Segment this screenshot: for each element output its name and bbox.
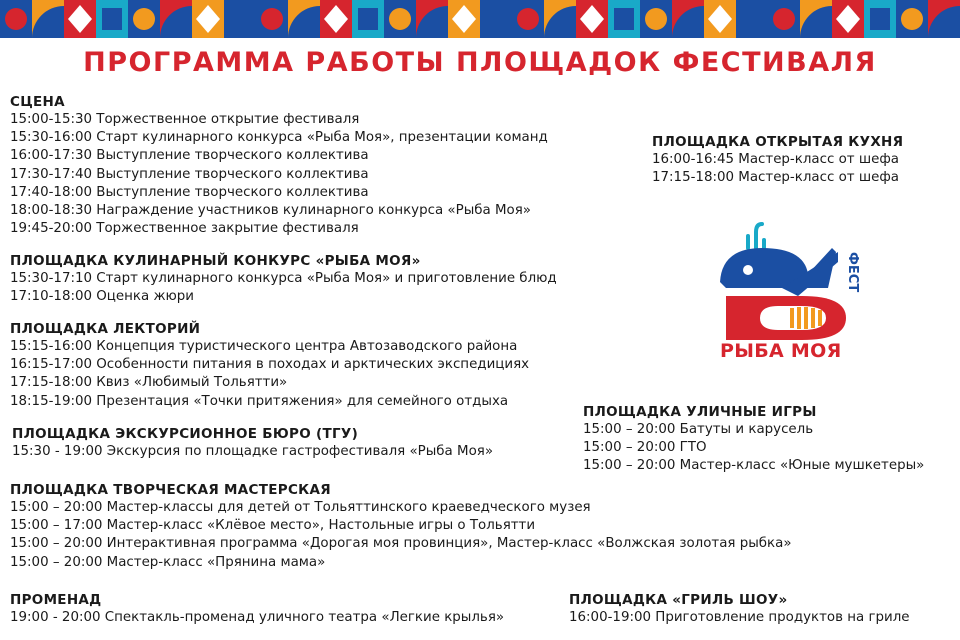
schedule-item: 16:00-19:00 Приготовление продуктов на гриле bbox=[569, 610, 910, 625]
schedule-item: 15:00-15:30 Торжественное открытие фестиваля bbox=[10, 112, 360, 127]
section-heading: ПЛОЩАДКА УЛИЧНЫЕ ИГРЫ bbox=[583, 404, 817, 420]
section-grill bbox=[569, 591, 910, 627]
section-heading: ПРОМЕНАД bbox=[10, 592, 102, 608]
section-lectures bbox=[10, 320, 529, 411]
schedule-item: 16:00-17:30 Выступление творческого коллектива bbox=[10, 148, 369, 164]
schedule-list bbox=[10, 270, 557, 306]
section-heading: ПЛОЩАДКА ОТКРЫТАЯ КУХНЯ bbox=[652, 134, 904, 150]
section-promenade bbox=[10, 591, 504, 627]
schedule-item: 18:15-19:00 Презентация «Точки притяжения» для семейного отдыха bbox=[10, 393, 509, 409]
schedule-item: 15:00 – 20:00 Батуты и карусель bbox=[583, 422, 814, 437]
schedule-item: 15:00 – 20:00 Мастер-классы для детей от Тольяттинского краеведческого музея bbox=[10, 500, 591, 515]
logo-name: РЫБА МОЯ bbox=[720, 340, 842, 362]
section-heading: ПЛОЩАДКА КУЛИНАРНЫЙ КОНКУРС «РЫБА МОЯ» bbox=[10, 253, 421, 269]
section-street-games bbox=[583, 403, 924, 476]
section-excursion bbox=[12, 425, 493, 461]
schedule-list bbox=[10, 499, 792, 572]
decorative-banner bbox=[0, 0, 960, 38]
fountain-icon bbox=[748, 224, 764, 248]
schedule-item: 15:30 - 19:00 Экскурсия по площадке гастрофестиваля «Рыба Моя» bbox=[12, 444, 494, 459]
section-heading: ПЛОЩАДКА ЭКСКУРСИОННОЕ БЮРО (ТГУ) bbox=[12, 426, 359, 442]
schedule-item: 17:30-17:40 Выступление творческого коллектива bbox=[10, 166, 369, 182]
schedule-item: 17:15-18:00 Мастер-класс от шефа bbox=[652, 170, 899, 186]
banner-pattern bbox=[0, 0, 960, 38]
schedule-item: 16:00-16:45 Мастер-класс от шефа bbox=[652, 152, 899, 167]
schedule-item: 15:15-16:00 Концепция туристического центра Автозаводского района bbox=[10, 339, 518, 354]
page-title: ПРОГРАММА РАБОТЫ ПЛОЩАДОК ФЕСТИВАЛЯ bbox=[83, 47, 877, 78]
section-heading: ПЛОЩАДКА ЛЕКТОРИЙ bbox=[10, 321, 201, 337]
schedule-item: 16:15-17:00 Особенности питания в походах и арктических экспедициях bbox=[10, 357, 530, 373]
schedule-item: 19:45-20:00 Торжественное закрытие фестиваля bbox=[10, 221, 359, 237]
schedule-list bbox=[10, 609, 504, 627]
schedule-item: 15:30-17:10 Старт кулинарного конкурса «Рыба Моя» и приготовление блюд bbox=[10, 271, 557, 286]
section-scene bbox=[10, 93, 548, 238]
logo-fest-label: ФЕСТ bbox=[845, 252, 860, 293]
schedule-list bbox=[583, 421, 924, 476]
section-workshop bbox=[10, 481, 792, 572]
schedule-item: 18:00-18:30 Награждение участников кулинарного конкурса «Рыба Моя» bbox=[10, 203, 531, 219]
schedule-item: 15:30-16:00 Старт кулинарного конкурса «Рыба Моя», презентации команд bbox=[10, 130, 548, 146]
section-culinary bbox=[10, 252, 557, 306]
schedule-item: 15:00 – 20:00 Мастер-класс «Прянина мама» bbox=[10, 554, 326, 570]
section-heading: ПЛОЩАДКА ТВОРЧЕСКАЯ МАСТЕРСКАЯ bbox=[10, 482, 331, 498]
schedule-list bbox=[652, 151, 903, 187]
section-heading: СЦЕНА bbox=[10, 94, 65, 110]
schedule-item: 19:00 - 20:00 Спектакль-променад уличного театра «Легкие крылья» bbox=[10, 610, 505, 625]
schedule-list bbox=[10, 338, 529, 411]
section-heading: ПЛОЩАДКА «ГРИЛЬ ШОУ» bbox=[569, 592, 788, 608]
section-kitchen bbox=[652, 133, 903, 187]
schedule-item: 17:10-18:00 Оценка жюри bbox=[10, 289, 195, 305]
schedule-item: 15:00 – 20:00 ГТО bbox=[583, 440, 707, 456]
schedule-list bbox=[12, 443, 493, 461]
schedule-item: 17:15-18:00 Квиз «Любимый Тольятти» bbox=[10, 375, 288, 391]
schedule-item: 15:00 – 17:00 Мастер-класс «Клёвое место», Настольные игры о Тольятти bbox=[10, 518, 536, 534]
schedule-item: 15:00 – 20:00 Мастер-класс «Юные мушкетеры» bbox=[583, 458, 925, 474]
schedule-item: 15:00 – 20:00 Интерактивная программа «Дорогая моя провинция», Мастер-класс «Волжская золотая рыбка» bbox=[10, 536, 792, 552]
schedule-item: 17:40-18:00 Выступление творческого коллектива bbox=[10, 184, 369, 200]
schedule-list bbox=[10, 111, 548, 238]
schedule-list bbox=[569, 609, 910, 627]
